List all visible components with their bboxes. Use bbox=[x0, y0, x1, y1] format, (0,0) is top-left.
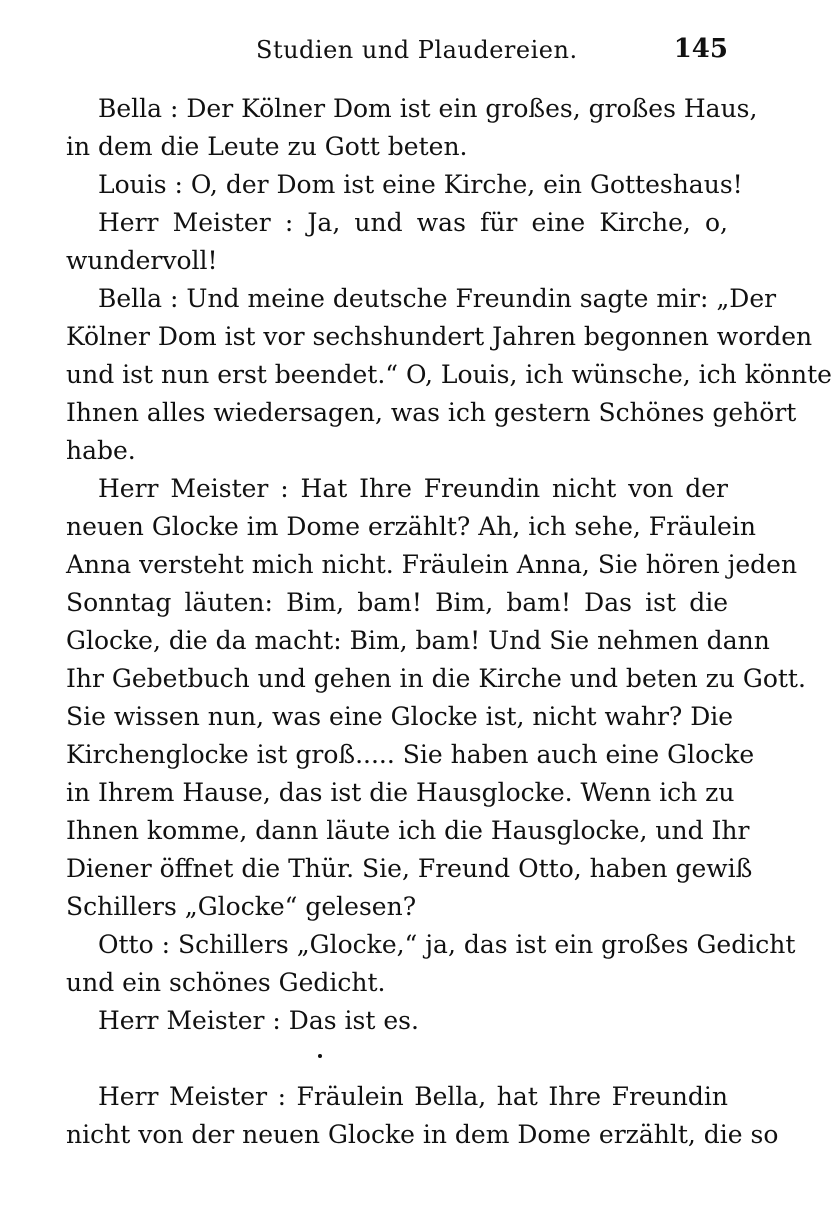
stray-dot bbox=[318, 1054, 322, 1058]
text-line: Sie wissen nun, was eine Glocke ist, nicht wahr? Die bbox=[66, 702, 734, 731]
text-line: Herr Meister : Fräulein Bella, hat Ihre Freundin bbox=[98, 1082, 728, 1111]
text-line: Bella : Der Kölner Dom ist ein großes, großes Haus, bbox=[98, 94, 758, 123]
body-text bbox=[66, 90, 832, 1154]
text-line: neuen Glocke im Dome erzählt? Ah, ich sehe, Fräulein bbox=[66, 512, 756, 541]
text-line: Bella : Und meine deutsche Freundin sagte mir: „Der bbox=[98, 284, 777, 313]
page-number: 145 bbox=[673, 34, 728, 64]
text-line: Sonntag läuten: Bim, bam! Bim, bam! Das ist die bbox=[66, 588, 728, 617]
text-line: habe. bbox=[66, 436, 136, 465]
text-line: Ihnen alles wiedersagen, was ich gestern Schönes gehört bbox=[66, 398, 797, 427]
section-gap bbox=[66, 1040, 728, 1078]
text-line: wundervoll! bbox=[66, 246, 218, 275]
text-line: Kölner Dom ist vor sechshundert Jahren begonnen worden bbox=[66, 322, 813, 351]
text-line: Herr Meister : Hat Ihre Freundin nicht von der bbox=[98, 474, 728, 503]
text-line: Herr Meister : Ja, und was für eine Kirche, o, bbox=[98, 208, 728, 237]
text-line: in Ihrem Hause, das ist die Hausglocke. Wenn ich zu bbox=[66, 778, 735, 807]
text-line: nicht von der neuen Glocke in dem Dome erzählt, die so bbox=[66, 1120, 779, 1149]
running-head: Studien und Plaudereien. bbox=[256, 36, 578, 64]
text-line: Ihr Gebetbuch und gehen in die Kirche und beten zu Gott. bbox=[66, 664, 806, 693]
text-line: in dem die Leute zu Gott beten. bbox=[66, 132, 468, 161]
text-line: und ist nun erst beendet.“ O, Louis, ich wünsche, ich könnte bbox=[66, 360, 832, 389]
text-line: Herr Meister : Das ist es. bbox=[98, 1006, 419, 1035]
text-line: Anna versteht mich nicht. Fräulein Anna, Sie hören jeden bbox=[66, 550, 798, 579]
text-line: Schillers „Glocke“ gelesen? bbox=[66, 892, 417, 921]
text-line: Glocke, die da macht: Bim, bam! Und Sie nehmen dann bbox=[66, 626, 770, 655]
text-line: Louis : O, der Dom ist eine Kirche, ein Gotteshaus! bbox=[98, 170, 743, 199]
page-header bbox=[66, 34, 728, 74]
text-line: Otto : Schillers „Glocke,“ ja, das ist ein großes Gedicht bbox=[98, 930, 796, 959]
text-line: Ihnen komme, dann läute ich die Hausglocke, und Ihr bbox=[66, 816, 750, 845]
text-line: und ein schönes Gedicht. bbox=[66, 968, 386, 997]
text-line: Kirchenglocke ist groß..... Sie haben auch eine Glocke bbox=[66, 740, 755, 769]
text-line: Diener öffnet die Thür. Sie, Freund Otto, haben gewiß bbox=[66, 854, 753, 883]
